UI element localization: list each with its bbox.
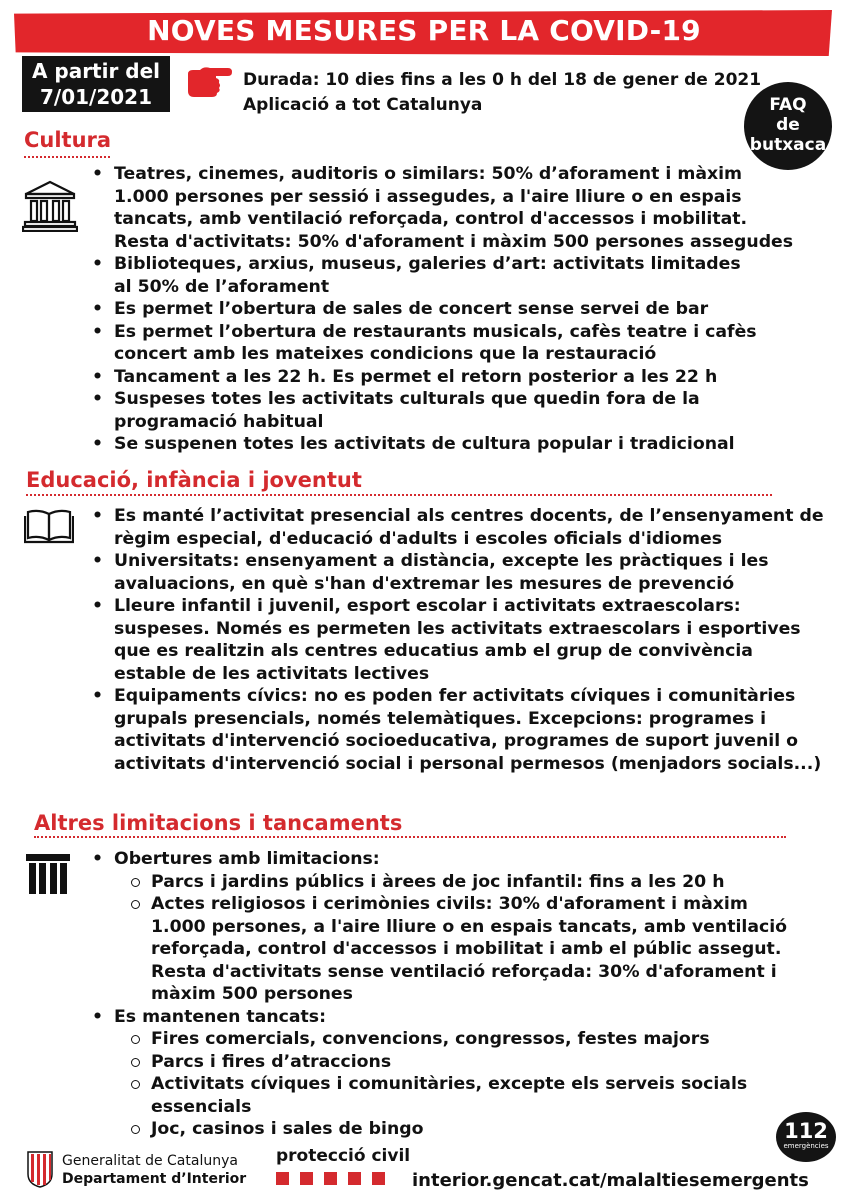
sub-list-item (114, 1073, 828, 1118)
list-item (88, 298, 840, 321)
theater-building-icon (22, 178, 78, 232)
sub-list-item (114, 893, 828, 1006)
proteccio-civil-logo: protecció civil (276, 1146, 411, 1166)
bullet-icon: • (92, 254, 104, 274)
list-item: • Obertures amb limitacions: Parcs i jardins públics i àrees de joc infantil: fins a les 20 h Actes religiosos i cerimònies civils: 30% d'aforament i màxim 1.000 persones, a l'aire lliure o en espais tancats, amb ventilació reforçada, control d'accessos i mobilitat i amb el públic assegut. Resta d'activitats sense ventilació reforçada: 30% d'aforament i màxim 500 persones (88, 848, 828, 1006)
group-label: Es mantenen tancats: (114, 1006, 326, 1027)
item-text-line: Resta d'activitats sense ventilació reforçada: 30% d'aforament i (151, 961, 777, 982)
section-title-educacio: Educació, infància i joventut (26, 468, 362, 492)
list-item (88, 595, 843, 685)
circle-bullet-icon (131, 1080, 140, 1089)
item-text-line: Equipaments cívics: no es poden fer activitats cíviques i comunitàries (114, 686, 796, 706)
item-text-line: Biblioteques, arxius, museus, galeries d’art: activitats limitades (114, 254, 741, 274)
section-divider (34, 836, 786, 838)
faq-badge[interactable] (744, 82, 832, 170)
item-text-line: Lleure infantil i juvenil, esport escolar i activitats extraescolars: (114, 596, 741, 616)
sub-list-item (114, 1118, 828, 1141)
list-item (88, 433, 840, 456)
item-text-line: Suspeses totes les activitats culturals que quedin fora de la (114, 389, 700, 409)
logo-square (372, 1172, 385, 1185)
item-text-line: concert amb les mateixes condicions que la restauració (114, 344, 657, 364)
section-divider (24, 156, 110, 158)
open-book-icon (24, 508, 74, 544)
duration-text: Durada: 10 dies fins a les 0 h del 18 de gener de 2021 (243, 70, 762, 90)
logo-square (276, 1172, 289, 1185)
gencat-coat-of-arms-icon (26, 1150, 54, 1188)
bullet-icon: • (92, 321, 104, 342)
logo-square (324, 1172, 337, 1185)
faq-badge-line3: butxaca (749, 135, 827, 155)
item-text-line: activitats d'intervenció socioeducativa, programes de suport juvenil o (114, 731, 799, 751)
page-title: NOVES MESURES PER LA COVID-19 (147, 14, 701, 47)
item-text-line: Resta d'activitats: 50% d'aforament i màxim 500 persones assegudes (114, 231, 794, 252)
bullet-icon: • (92, 366, 104, 387)
date-label: A partir del (31, 59, 161, 83)
item-text-line: grupals presencials, només telemàtiques. Excepcions: programes i (114, 708, 767, 729)
item-text-line: reforçada, control d'accessos i mobilitat i amb el públic assegut. (151, 939, 782, 959)
list-item (88, 505, 843, 550)
department-name: Departament d’Interior (62, 1171, 247, 1187)
footer-link[interactable]: interior.gencat.cat/malaltiesemergents (412, 1170, 809, 1191)
group-label: Obertures amb limitacions: (114, 849, 380, 869)
bullet-icon: • (92, 164, 104, 184)
circle-bullet-icon (131, 1125, 140, 1134)
list-item (88, 253, 840, 298)
logo-square (300, 1172, 313, 1185)
altres-list (88, 848, 828, 1141)
item-text-line: Joc, casinos i sales de bingo (151, 1119, 424, 1139)
list-item (88, 685, 843, 775)
logo-112-label: emergències (783, 1142, 829, 1150)
list-item (88, 366, 840, 389)
item-text-line: Es permet l’obertura de restaurants musicals, cafès teatre i cafès (114, 321, 757, 342)
item-text-line: 1.000 persones, a l'aire lliure o en espais tancats, amb ventilació (151, 916, 788, 937)
item-text-line: Es permet l’obertura de sales de concert sense servei de bar (114, 299, 709, 319)
educacio-list (88, 505, 843, 775)
item-text-line: Fires comercials, convencions, congressos, festes majors (151, 1029, 710, 1049)
item-text-line: Teatres, cinemes, auditoris o similars: 50% d’aforament i màxim (114, 164, 743, 184)
section-title-altres: Altres limitacions i tancaments (34, 811, 403, 835)
list-item (88, 163, 840, 253)
pointing-hand-icon (186, 64, 232, 100)
sub-list (114, 871, 828, 1006)
cultura-list (88, 163, 840, 456)
list-item (88, 388, 840, 433)
list-item (88, 550, 843, 595)
item-text-line: Se suspenen totes les activitats de cultura popular i tradicional (114, 434, 735, 454)
logo-112-number: 112 (784, 1119, 828, 1143)
circle-bullet-icon (131, 878, 140, 887)
section-divider (26, 494, 772, 496)
start-date-box (22, 56, 170, 112)
faq-badge-line1: FAQ (769, 95, 807, 115)
bullet-icon: • (92, 506, 104, 526)
faq-badge-line2: de (776, 115, 800, 135)
bullet-icon: • (92, 299, 104, 319)
section-title-cultura: Cultura (24, 128, 112, 152)
item-text-line: avaluacions, en què s'han d'extremar les mesures de prevenció (114, 573, 735, 594)
item-text-line: Tancament a les 22 h. Es permet el retorn posterior a les 22 h (114, 366, 718, 387)
list-item (88, 321, 840, 366)
item-text-line: règim especial, d'educació d'adults i escoles oficials d'idiomes (114, 528, 722, 549)
circle-bullet-icon (131, 1035, 140, 1044)
item-text-line: programació habitual (114, 411, 324, 432)
item-text-line: activitats d'intervenció social i personal permesos (menjadors socials...) (114, 753, 822, 774)
sub-list-item (114, 871, 828, 894)
item-text-line: suspeses. Només es permeten les activitats extraescolars i esportives (114, 618, 801, 639)
circle-bullet-icon (131, 900, 140, 909)
item-text-line: estable de les activitats lectives (114, 663, 430, 684)
circle-bullet-icon (131, 1058, 140, 1067)
item-text-line: Parcs i fires d’atraccions (151, 1051, 392, 1072)
item-text-line: Actes religiosos i cerimònies civils: 30% d'aforament i màxim (151, 894, 748, 914)
sub-list (114, 1028, 828, 1141)
list-item: • Es mantenen tancats: Fires comercials, convencions, congressos, festes majors Parcs i fires d’atraccions Activitats cíviques i comunitàries, excepte els serveis socials essencials Joc, casinos i sales de bingo (88, 1006, 828, 1141)
bullet-icon: • (92, 686, 104, 706)
emergency-112-logo (776, 1112, 836, 1162)
item-text-line: Activitats cíviques i comunitàries, excepte els serveis socials (151, 1074, 748, 1094)
gencat-name: Generalitat de Catalunya (62, 1153, 238, 1169)
date-value: 7/01/2021 (39, 85, 153, 109)
bullet-icon: • (92, 434, 104, 454)
item-text-line: Universitats: ensenyament a distància, excepte les pràctiques i les (114, 551, 769, 571)
scope-text: Aplicació a tot Catalunya (243, 95, 483, 115)
item-text-line: essencials (151, 1096, 252, 1117)
item-text-line: màxim 500 persones (151, 984, 353, 1004)
item-text-line: tancats, amb ventilació reforçada, control d'accessos i mobilitat. (114, 209, 748, 229)
sub-list-item (114, 1028, 828, 1051)
bullet-icon: • (92, 389, 104, 409)
item-text-line: que es realitzin als centres educatius amb el grup de convivència (114, 641, 753, 661)
bullet-icon: • (92, 551, 104, 571)
logo-square (348, 1172, 361, 1185)
bullet-icon: • (92, 596, 104, 616)
item-text-line: al 50% de l’aforament (114, 276, 330, 297)
item-text-line: 1.000 persones per sessió i assegudes, a l'aire lliure o en espais (114, 186, 742, 207)
sub-list-item (114, 1051, 828, 1074)
columns-building-icon (24, 852, 72, 898)
item-text-line: Parcs i jardins públics i àrees de joc infantil: fins a les 20 h (151, 871, 725, 892)
item-text-line: Es manté l’activitat presencial als centres docents, de l’ensenyament de (114, 506, 824, 526)
